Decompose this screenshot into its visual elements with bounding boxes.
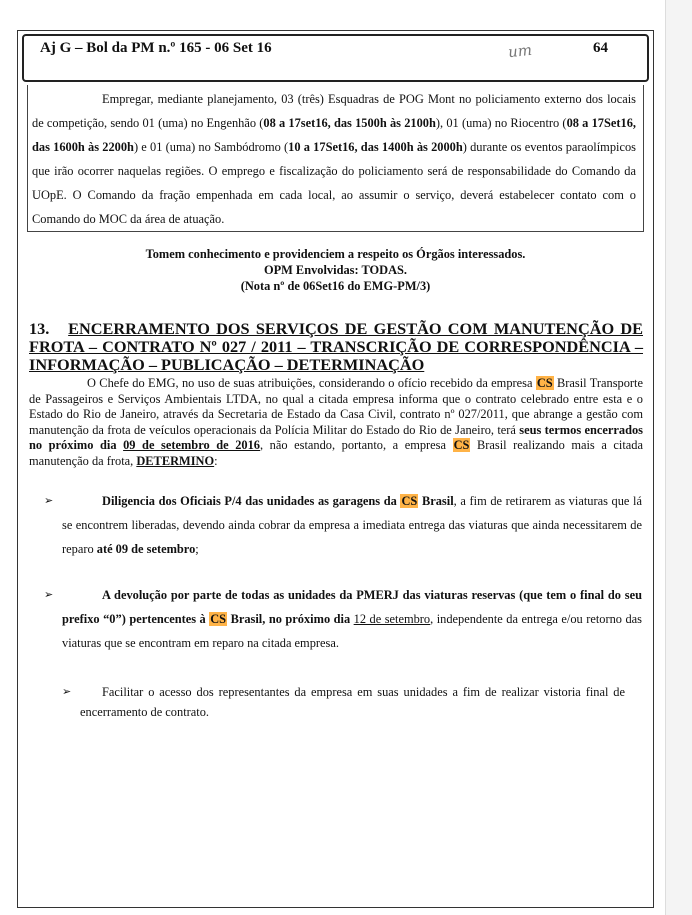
highlight-cs: CS [210,612,227,626]
bullet-text-bold: A devolução por parte de todas as unidades da PMERJ das viaturas reservas (que tem o final do seu prefixo “0”) pertencentes à [62,588,642,626]
intro-text: ) e 01 (uma) no Sambódromo ( [133,140,289,154]
bullet-text: , independente da entrega e/ou retorno das viaturas que se encontram em reparo na citada empresa. [62,612,642,650]
body-text: , não estando, portanto, a empresa [260,438,453,452]
handwritten-signature: um [507,40,533,62]
return-date: 12 de setembro [353,612,431,626]
intro-paragraph [32,87,636,231]
highlight-cs: CS [453,438,470,452]
notice-line: Tomem conhecimento e providenciem a respeito os Órgãos interessados. [145,247,526,261]
body-text: O Chefe do EMG, no uso de suas atribuições, considerando o ofício recebido da empresa [87,376,536,390]
viewer-margin [665,0,692,915]
bullet-arrow-icon: ➢ [62,686,72,698]
body-text-bold: seus termos encerrados no próximo dia [29,422,643,452]
intro-schedule-riocentro: 08 a 17Set16, das 1600h às 2200h [32,116,636,154]
determino-word: DETERMINO [136,453,215,468]
body-text: Brasil realizando mais a citada manutenção da frota, [29,438,643,468]
highlight-cs: CS [401,494,418,508]
end-date: 09 de setembro de 2016 [123,438,260,452]
bullet-item-facilitar [62,682,625,722]
bullet-item-diligencia [44,489,643,561]
bullet-text: , a fim de retirarem as viaturas que lá se encontrem liberadas, devendo ainda cobrar da empresa a imediata entrega das viaturas que ainda necessitarem de reparo [62,494,643,556]
intro-text: ) durante os eventos paraolímpicos que irão ocorrer naquelas regiões. O emprego e fiscalização do policiamento será de responsabilidade do Comando da UOpE. O Comando da fração empenhada em cada local, ao assumir o serviço, deverá estabelecer contato com o Comando do MOC da área de atuação. [32,140,636,226]
bullet-item-devolucao [44,583,642,655]
notice-block [27,246,644,294]
bullet-text: ; [195,542,199,556]
bullet-arrow-icon: ➢ [44,495,54,507]
intro-text: ), 01 (uma) no Riocentro ( [435,116,567,130]
bullet-text-bold: Brasil [418,494,454,508]
bullet-text: Facilitar o acesso dos representantes da empresa em suas unidades a fim de realizar vistoria final de encerramento de contrato. [80,685,625,719]
intro-text: Empregar, mediante planejamento, 03 (três) Esquadras de POG Mont no policiamento externo dos locais de competição, sendo 01 (uma) no Engenhão ( [32,92,636,130]
highlight-cs: CS [536,376,553,390]
bullet-text-bold: Diligencia dos Oficiais P/4 das unidades as garagens da [102,494,401,508]
page-number: 64 [593,40,608,56]
body-text: Brasil Transporte de Passageiros e Serviços Ambientais LTDA, no qual a citada empresa informa que o contrato celebrado entre esta e o Estado do Rio de Janeiro, através da Secretaria de Estado da Casa Civil, contrato nº 027/2011, que abrange a gestão com manutenção da frota de veículos operacionais da Polícia Militar do Estado do Rio de Janeiro, terá [29,376,643,437]
section-title: ENCERRAMENTO DOS SERVIÇOS DE GESTÃO COM MANUTENÇÃO DE FROTA – CONTRATO Nº 027 / 2011 – TRANSCRIÇÃO DE CORRESPONDÊNCIA – INFORMAÇÃO – PUBLICAÇÃO – DETERMINAÇÃO [29,319,643,374]
section-number: 13. [29,319,50,338]
section-body [29,376,643,469]
section-heading [29,320,643,374]
bulletin-title: Aj G – Bol da PM n.º 165 - 06 Set 16 [40,40,272,56]
bullet-deadline: até 09 de setembro [96,542,196,556]
bullet-text-bold: Brasil, no próximo dia [227,612,354,626]
intro-schedule-engenhao: 08 a 17set16, das 1500h às 2100h [263,116,436,130]
intro-schedule-sambodromo: 10 a 17Set16, das 1400h às 2000h [288,140,463,154]
notice-reference: (Nota nº de 06Set16 do EMG-PM/3) [240,279,431,293]
bullet-arrow-icon: ➢ [44,589,54,601]
notice-line: OPM Envolvidas: TODAS. [263,263,408,277]
body-text: : [214,453,218,468]
